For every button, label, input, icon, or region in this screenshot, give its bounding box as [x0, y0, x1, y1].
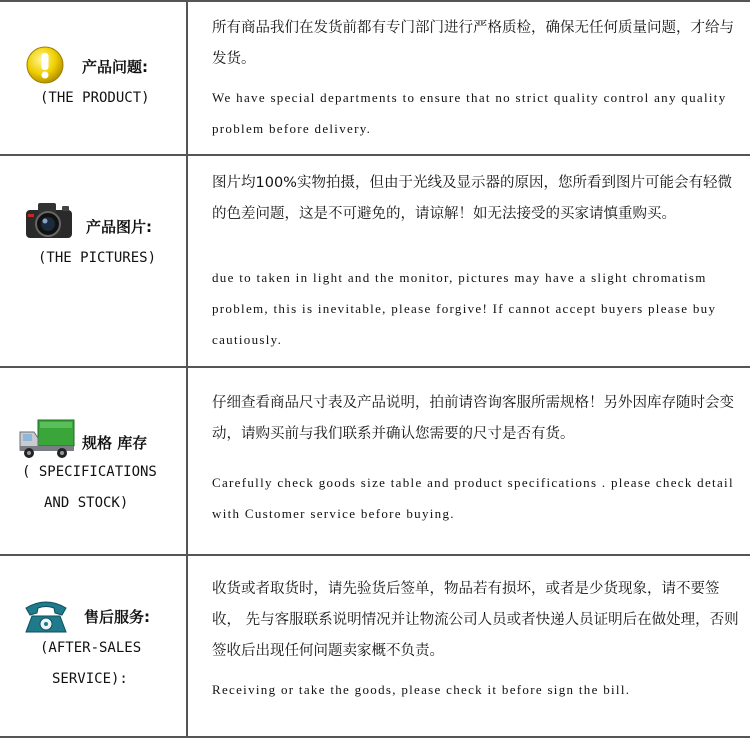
delivery-truck-icon	[18, 416, 76, 460]
after-sales-label-en-line1: (AFTER-SALES	[40, 640, 142, 656]
after-sales-text-cn: 收货或者取货时，请先验货后签单，物品若有损坏，或者是少货现象，请不要签收， 先与客服联系说明情况并让物流公司人员或者快递人员证明后在做处理，否则签收后出现任何问题卖家概不负责。	[212, 581, 739, 659]
product-label-en: (THE PRODUCT)	[40, 90, 150, 106]
specifications-row	[0, 366, 750, 556]
pictures-label-cn: 产品图片:	[86, 218, 152, 236]
column-divider	[186, 156, 188, 368]
product-label-cn: 产品问题:	[82, 58, 148, 76]
column-divider	[186, 368, 188, 556]
product-text-en: We have special departments to ensure that no strict quality control any quality problem before delivery.	[212, 90, 727, 136]
after-sales-text-en: Receiving or take the goods, please check it before sign the bill.	[212, 682, 631, 697]
specifications-label-cn: 规格 库存	[82, 434, 148, 452]
pictures-row	[0, 154, 750, 368]
product-row	[0, 0, 750, 156]
specifications-text-en: Carefully check goods size table and product specifications . please check detail with Customer service before buying.	[212, 475, 734, 521]
specifications-label-cell	[0, 368, 186, 556]
pictures-text-cn: 图片均100%实物拍摄，但由于光线及显示器的原因，您所看到图片可能会有轻微的色差问题，这是不可避免的，请谅解！如无法接受的买家请慎重购买。	[212, 175, 732, 222]
after-sales-label-en-line2: SERVICE):	[52, 671, 128, 687]
product-label-cell	[0, 2, 186, 156]
pictures-text-en: due to taken in light and the monitor, pictures may have a slight chromatism problem, this is inevitable, please forgive! If cannot accept buyers please buy cautiously.	[212, 270, 717, 347]
pictures-label-cell	[0, 156, 186, 368]
after-sales-label-cell	[0, 556, 186, 736]
telephone-icon	[22, 598, 70, 636]
warning-exclamation-icon	[25, 45, 65, 85]
specifications-label-en-line1: ( SPECIFICATIONS	[22, 464, 157, 480]
camera-icon	[24, 200, 74, 242]
specifications-text-cn: 仔细查看商品尺寸表及产品说明，拍前请咨询客服所需规格！另外因库存随时会变动，请购买前与我们联系并确认您需要的尺寸是否有货。	[212, 395, 734, 442]
column-divider	[186, 2, 188, 156]
product-text-cn: 所有商品我们在发货前都有专门部门进行严格质检，确保无任何质量问题，才给与发货。	[212, 20, 734, 67]
after-sales-label-cn: 售后服务:	[84, 608, 150, 626]
after-sales-row	[0, 554, 750, 738]
pictures-label-en: (THE PICTURES)	[38, 250, 157, 266]
specifications-label-en-line2: AND STOCK)	[44, 495, 129, 511]
column-divider	[186, 556, 188, 736]
